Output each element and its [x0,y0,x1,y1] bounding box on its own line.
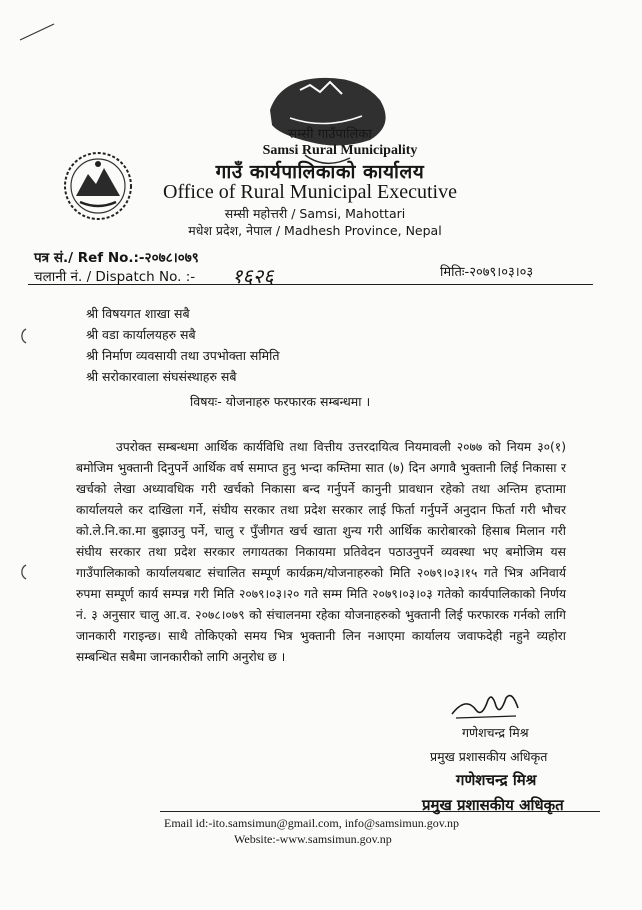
nepal-emblem-icon [62,150,134,222]
letter-body: उपरोक्त सम्बन्धमा आर्थिक कार्यविधि तथा वित्तीय उत्तरदायित्व नियमावली २०७७ को नियम ३०(१) बमोजिम भुक्तानी दिनुपर्ने आर्थिक वर्ष समाप्त हुनु भन्दा कम्तिमा सात (७) दिन अगावै भुक्तानी लिई निकासा र खर्चको लेखा अध्यावधिक गरी खर्चको निकासा बन्द गर्नुपर्ने कानुनी प्रावधान रहेको तथा अन्तिम हप्तामा कार्यालयले कर दाखिला गर्ने, संघीय सरकार तथा प्रदेश सरकार लाई फिर्ता गर्नुपर्ने अनुदान फिर्ता गरी भौचर को.ले.नि.का.मा बुझाउनु पर्ने, चालु र पुँजीगत खर्च खाता शुन्य गरी आर्थिक कारोबारको हिसाब मिलान गरी संघीय सरकार तथा प्रदेश सरकार लगायतका निकायमा प्रतिवेदन पठाउनुपर्ने व्यवस्था भए बमोजिम यस गाउँपालिकाको कार्यालयबाट संचालित सम्पूर्ण कार्यक्रम/योजनाहरुको मिति २०७९।०३।१५ गते भित्र अनिवार्य रुपमा सम्पूर्ण कार्य सम्पन्न गरी मिति २०७९।०३।२० गते सम्म मिति २०७९।०३।०३ गतेको कार्यपालिकाको निर्णय नं. ३ अनुसार चालु आ.व. २०७८।०७९ को संचालनमा रहेका योजनाहरुको भुक्तानी लिई फरफारक गर्नको लागि जानकारी गराइन्छ। साथै तोकिएको समय भित्र भुक्तानी लिन नआएमा कार्यालय जवाफदेही नहुने व्यहोरा सम्बन्धित सबैमा जानकारीको लागि अनुरोध छ । [76,440,566,664]
address-line-1: सम्सी महोत्तरी / Samsi, Mahottari [224,206,406,221]
dispatch-number: १६२६ [232,264,274,288]
hole-punch-mark [12,326,30,346]
header-divider [28,284,593,285]
footer-website: Website:-www.samsimun.gov.np [234,832,392,846]
ref-number [34,248,199,266]
ref-label: पत्र सं./ Ref No.:- [34,250,145,266]
signatory-title-typed: प्रमुख प्रशासकीय अधिकृत [430,749,548,764]
office-name-english: Office of Rural Municipal Executive [163,181,457,203]
handwritten-signature [446,688,526,724]
date-value: २०७९।०३।०३ [469,265,534,280]
ref-value: २०७८।०७९ [144,250,199,266]
municipality-name-english: Samsi Rural Municipality [262,143,418,158]
letter-date [440,262,533,280]
address-line-2: मधेश प्रदेश, नेपाल / Madhesh Province, Nepal [188,223,442,238]
recipient-line: श्री निर्माण व्यवसायी तथा उपभोक्ता समिति [86,348,280,363]
recipient-line: श्री वडा कार्यालयहरु सबै [86,327,196,342]
footer-email: Email id:-ito.samsimun@gmail.com, info@samsimun.gov.np [164,816,459,830]
footer-divider [160,811,600,812]
recipient-line: श्री विषयगत शाखा सबै [86,306,190,321]
hole-punch-mark [12,562,30,582]
signatory-name-typed: गणेशचन्द्र मिश्र [462,725,529,740]
office-name-nepali: गाउँ कार्यपालिकाको कार्यालय [215,161,425,183]
municipality-name-nepali: सम्सी गाउँपालिका [288,127,372,142]
letter-subject: विषयः- योजनाहरु फरफारक सम्बन्धमा । [190,394,371,409]
recipient-line: श्री सरोकारवाला संघसंस्थाहरु सबै [86,369,237,384]
signatory-title-stamp: प्रमुख प्रशासकीय अधिकृत [422,796,564,814]
signatory-name-stamp: गणेशचन्द्र मिश्र [456,771,537,789]
dispatch-label: चलानी नं. / Dispatch No. :- [34,269,196,285]
scan-mark-top [18,20,58,50]
date-label: मितिः- [440,265,470,280]
